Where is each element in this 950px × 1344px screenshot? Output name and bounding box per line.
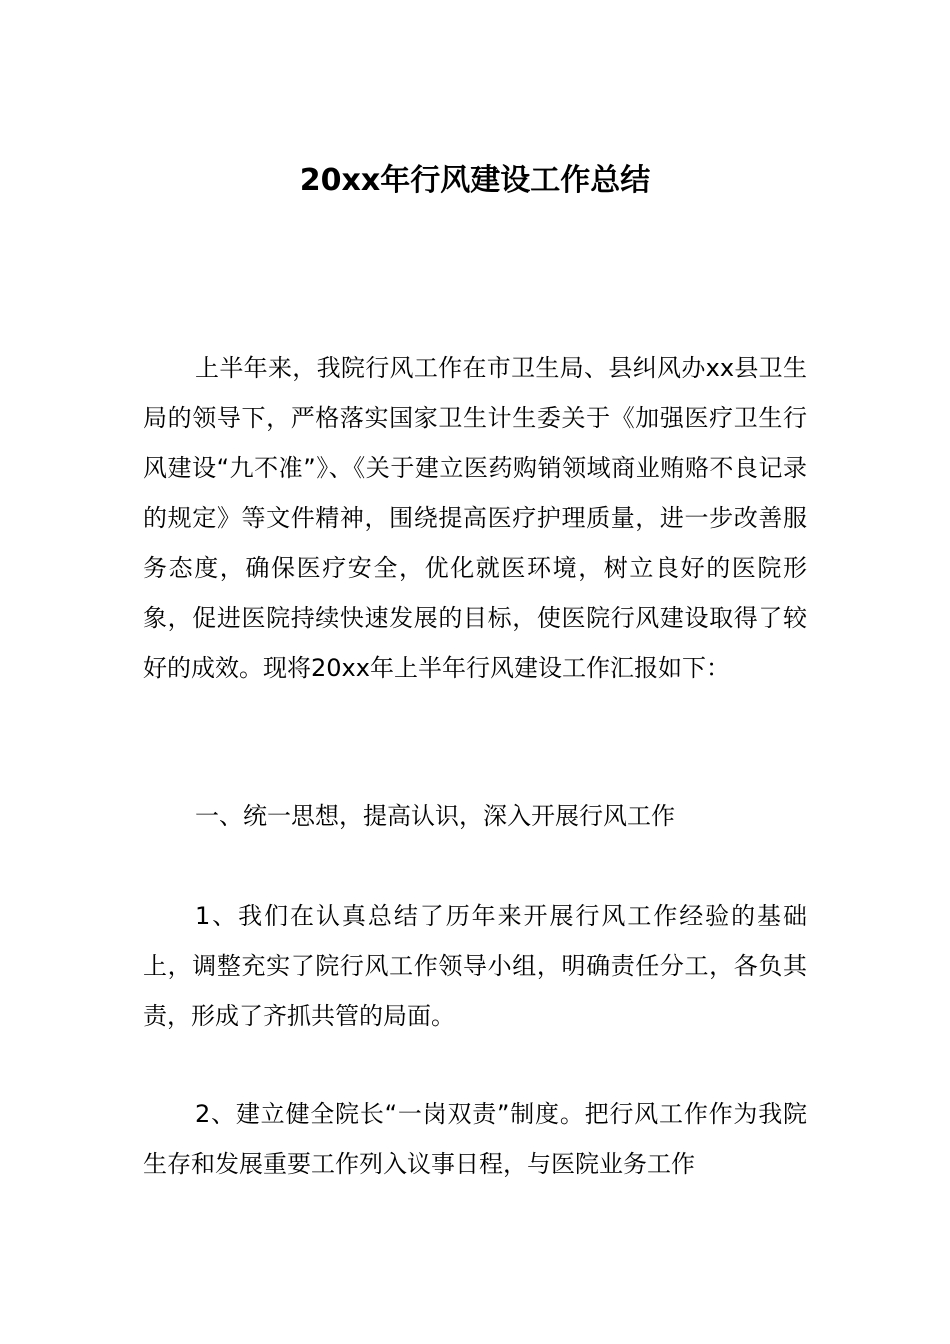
item-paragraph-1: 1、我们在认真总结了历年来开展行风工作经验的基础上，调整充实了院行风工作领导小组，明确责任分工，各负其责，形成了齐抓共管的局面。 — [143, 902, 807, 1030]
document-title: 20xx年行风建设工作总结 — [299, 163, 651, 198]
intro-paragraph: 上半年来，我院行风工作在市卫生局、县纠风办xx县卫生局的领导下，严格落实国家卫生计生委关于《加强医疗卫生行风建设“九不准”》、《关于建立医药购销领域商业贿赂不良记录的规定》等文件精神，围绕提高医疗护理质量，进一步改善服务态度，确保医疗安全，优化就医环境，树立良好的医院形象，促进医院持续快速发展的目标，使医院行风建设取得了较好的成效。现将20xx年上半年行风建设工作汇报如下： — [143, 354, 807, 682]
item-paragraph-2: 2、建立健全院长“一岗双责”制度。把行风工作作为我院生存和发展重要工作列入议事日程，与医院业务工作 — [143, 1100, 807, 1178]
section-heading-1: 一、统一思想，提高认识，深入开展行风工作 — [195, 802, 675, 830]
